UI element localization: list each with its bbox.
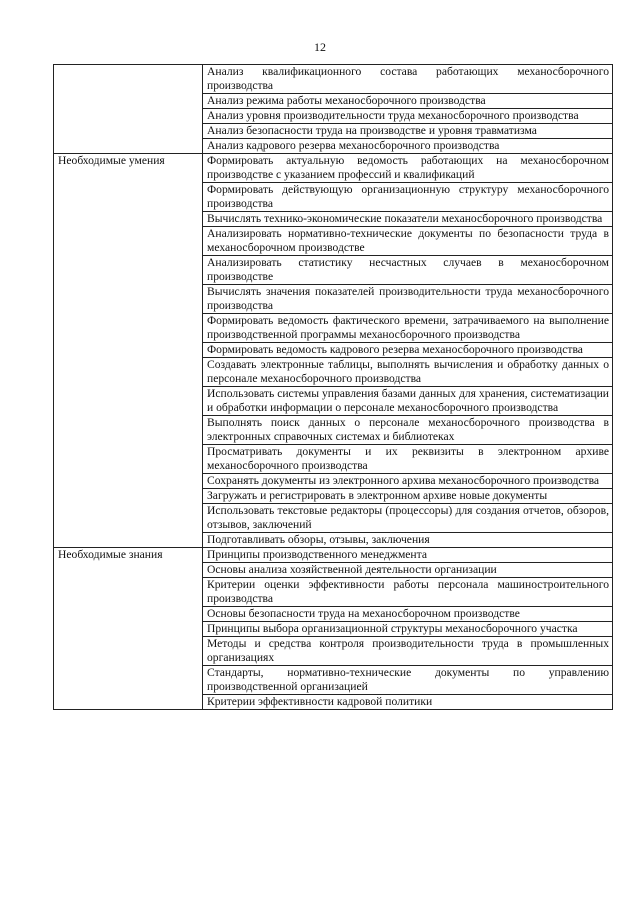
table-row [54, 548, 613, 563]
requirement-cell: Анализировать нормативно-технические документы по безопасности труда в механосборочном производстве [203, 227, 613, 256]
requirement-cell: Загружать и регистрировать в электронном архиве новые документы [203, 489, 613, 504]
requirement-cell: Анализ режима работы механосборочного производства [203, 94, 613, 109]
table-row [54, 154, 613, 183]
requirement-cell: Анализировать статистику несчастных случаев в механосборочном производстве [203, 256, 613, 285]
table-row [54, 65, 613, 94]
requirement-cell: Формировать ведомость фактического времени, затрачиваемого на выполнение производственной программы механосборочного производства [203, 314, 613, 343]
requirement-cell: Подготавливать обзоры, отзывы, заключения [203, 533, 613, 548]
requirement-cell: Основы безопасности труда на механосборочном производстве [203, 607, 613, 622]
requirement-cell: Анализ безопасности труда на производстве и уровня травматизма [203, 124, 613, 139]
requirement-cell: Создавать электронные таблицы, выполнять вычисления и обработку данных о персонале механосборочного производства [203, 358, 613, 387]
requirement-cell: Анализ кадрового резерва механосборочного производства [203, 139, 613, 154]
requirement-cell: Принципы выбора организационной структуры механосборочного участка [203, 622, 613, 637]
section-label: Необходимые умения [54, 154, 203, 548]
requirement-cell: Просматривать документы и их реквизиты в электронном архиве механосборочного производства [203, 445, 613, 474]
requirement-cell: Формировать действующую организационную структуру механосборочного производства [203, 183, 613, 212]
requirement-cell: Сохранять документы из электронного архива механосборочного производства [203, 474, 613, 489]
requirement-cell: Стандарты, нормативно-технические документы по управлению производственной организацией [203, 666, 613, 695]
requirement-cell: Использовать системы управления базами данных для хранения, систематизации и обработки информации о персонале механосборочного производства [203, 387, 613, 416]
requirement-cell: Формировать ведомость кадрового резерва механосборочного производства [203, 343, 613, 358]
requirement-cell: Выполнять поиск данных о персонале механосборочного производства в электронных справочных системах и библиотеках [203, 416, 613, 445]
requirement-cell: Критерии оценки эффективности работы персонала машиностроительного производства [203, 578, 613, 607]
requirement-cell: Основы анализа хозяйственной деятельности организации [203, 563, 613, 578]
requirement-cell: Принципы производственного менеджмента [203, 548, 613, 563]
requirement-cell: Использовать текстовые редакторы (процессоры) для создания отчетов, обзоров, отзывов, заключений [203, 504, 613, 533]
requirement-cell: Вычислять значения показателей производительности труда механосборочного производства [203, 285, 613, 314]
section-label [54, 65, 203, 154]
competency-table [53, 64, 613, 710]
requirement-cell: Анализ уровня производительности труда механосборочного производства [203, 109, 613, 124]
section-label: Необходимые знания [54, 548, 203, 710]
requirement-cell: Формировать актуальную ведомость работающих на механосборочном производстве с указанием профессий и квалификаций [203, 154, 613, 183]
page-number: 12 [314, 40, 326, 54]
requirement-cell: Анализ квалификационного состава работающих механосборочного производства [203, 65, 613, 94]
requirement-cell: Критерии эффективности кадровой политики [203, 695, 613, 710]
requirement-cell: Вычислять технико-экономические показатели механосборочного производства [203, 212, 613, 227]
requirement-cell: Методы и средства контроля производительности труда в промышленных организациях [203, 637, 613, 666]
